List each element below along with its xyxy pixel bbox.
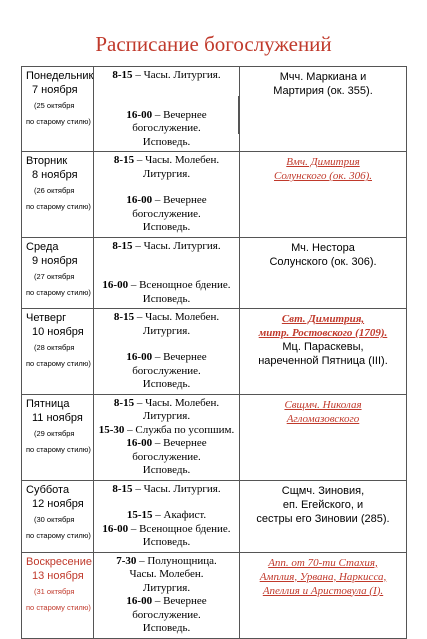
saint-cell: [240, 552, 407, 638]
day-cell: [22, 480, 94, 552]
old-style-note: по старому стилю): [26, 117, 91, 126]
service-text: – Вечернее богослужение.: [132, 351, 207, 377]
service-line: Исповедь.: [142, 464, 191, 476]
service-text: – Вечернее богослужение.: [132, 108, 207, 134]
day-cell: [22, 67, 94, 152]
service-time: 8-15: [113, 154, 135, 166]
service-text: – Часы. Литургия.: [135, 482, 221, 495]
schedule-row: [22, 552, 407, 638]
service-line: [98, 351, 235, 378]
service-time: 15-15: [126, 509, 153, 521]
service-time: 16-00: [126, 194, 153, 206]
saint-line: Амплия, Урвана, Наркисса,: [259, 570, 387, 583]
day-cell: [22, 394, 94, 480]
stray-divider: [238, 96, 239, 134]
day-name: Среда: [26, 240, 59, 253]
service-line: [98, 69, 235, 83]
service-line: [98, 397, 235, 411]
service-line: [98, 154, 235, 168]
saint-line: Апп. от 70-ти Стахия,: [268, 556, 378, 569]
service-time: 8-15: [113, 311, 135, 323]
old-style-note: по старому стилю): [26, 444, 91, 454]
feast-saint-line: митр. Ростовского (1709).: [258, 327, 388, 339]
day-cell: [22, 237, 94, 309]
page-title: Расписание богослужений: [95, 32, 332, 56]
saint-line: еп. Егейского, и: [282, 498, 364, 511]
services-cell: [94, 152, 240, 238]
service-line: [98, 194, 235, 221]
service-line: Литургия.: [142, 410, 191, 422]
service-time: 16-00: [126, 108, 153, 121]
service-line: [98, 555, 235, 569]
day-date: 11 ноября: [32, 411, 83, 424]
saint-line: Мчч. Маркиана и: [279, 71, 367, 83]
old-style-date: (27 октября: [34, 271, 75, 281]
old-style-date: (29 октября: [34, 428, 75, 438]
saint-line: Мч. Нестора: [291, 241, 355, 254]
day-date: 8 ноября: [32, 169, 78, 181]
old-style-date: (28 октября: [34, 343, 75, 352]
service-time: 16-00: [126, 437, 153, 449]
service-line: [98, 509, 235, 523]
day-name: Четверг: [26, 312, 67, 324]
schedule-row: [22, 394, 407, 480]
old-style-date: (31 октября: [34, 586, 75, 596]
day-date: 10 ноября: [32, 326, 84, 338]
service-line: Литургия.: [142, 324, 191, 337]
services-cell: [94, 309, 240, 395]
day-name: Суббота: [26, 483, 70, 496]
service-time: 16-00: [126, 595, 153, 607]
service-line: [98, 109, 235, 136]
old-style-note: по старому стилю): [26, 602, 91, 612]
old-style-note: по старому стилю): [26, 530, 91, 540]
saint-line: Мц. Параскевы,: [282, 341, 364, 353]
schedule-row: [22, 480, 407, 552]
service-text: – Всенощное бдение.: [130, 522, 231, 535]
service-text: – Часы. Литургия.: [135, 239, 221, 252]
day-date: 13 ноября: [32, 569, 84, 582]
service-line: Исповедь.: [142, 536, 191, 548]
service-time: 16-00: [102, 279, 129, 291]
service-text: – Полунощница.: [139, 554, 217, 567]
service-line: [98, 279, 235, 293]
service-line: Исповедь.: [142, 221, 191, 233]
service-text: – Часы. Молебен.: [136, 311, 220, 323]
service-text: – Вечернее богослужение.: [132, 595, 207, 621]
old-style-note: по старому стилю): [26, 202, 91, 211]
saint-cell: [240, 152, 407, 238]
service-line: [98, 595, 235, 622]
service-text: – Вечернее богослужение.: [132, 437, 207, 463]
service-line: [98, 311, 235, 325]
service-time: 16-00: [102, 522, 129, 535]
saint-line: Вмч. Димитрия: [286, 156, 360, 168]
saint-cell: [240, 67, 407, 152]
day-name: Понедельник: [26, 70, 94, 82]
service-line: Исповедь.: [142, 135, 191, 148]
service-line: [98, 483, 235, 497]
schedule-table: [21, 66, 407, 639]
service-text: – Часы. Литургия.: [135, 69, 221, 81]
service-time: 7-30: [116, 554, 137, 567]
service-line: Литургия.: [142, 167, 191, 180]
day-name: Воскресение: [26, 555, 92, 568]
saint-line: Солунского (ок. 306).: [273, 170, 372, 182]
schedule-row: [22, 237, 407, 309]
service-line: [98, 523, 235, 537]
service-time: 8-15: [112, 482, 133, 495]
service-line: [98, 424, 235, 438]
saint-line: Апеллия и Аристовула (I).: [262, 584, 384, 597]
old-style-date: (25 октября: [34, 101, 75, 110]
day-date: 9 ноября: [32, 254, 78, 267]
services-cell: [94, 394, 240, 480]
service-line: Исповедь.: [142, 292, 191, 305]
saint-line: Мартирия (ок. 355).: [273, 85, 373, 97]
old-style-note: по старому стилю): [26, 287, 91, 297]
service-text: – Служба по усопшим.: [127, 423, 235, 436]
services-cell: [94, 552, 240, 638]
saint-cell: [240, 237, 407, 309]
service-time: 8-15: [113, 396, 135, 409]
old-style-note: по старому стилю): [26, 359, 91, 368]
schedule-row: [22, 67, 407, 152]
saint-cell: [240, 480, 407, 552]
service-line: [98, 240, 235, 254]
service-text: – Всенощное бдение.: [130, 279, 231, 291]
services-cell: [94, 67, 240, 152]
day-name: Вторник: [26, 155, 68, 167]
saint-line: Свщмч. Николая: [284, 398, 362, 411]
saint-line: нареченной Пятница (III).: [258, 355, 388, 367]
service-time: 16-00: [126, 351, 153, 363]
saint-line: Агломазовского: [286, 412, 360, 425]
service-line: Исповедь.: [142, 622, 191, 634]
saint-line: Сщмч. Зиновия,: [281, 484, 365, 497]
old-style-date: (30 октября: [34, 514, 75, 524]
service-text: – Часы. Молебен.: [136, 396, 220, 409]
old-style-date: (26 октября: [34, 186, 75, 195]
day-name: Пятница: [26, 397, 70, 410]
saint-line: сестры его Зиновии (285).: [256, 512, 390, 525]
feast-saint-line: Свт. Димитрия,: [281, 313, 365, 325]
service-line: Часы. Молебен.: [129, 568, 204, 580]
schedule-row: [22, 309, 407, 395]
service-line: Литургия.: [142, 581, 191, 594]
services-cell: [94, 480, 240, 552]
day-date: 7 ноября: [32, 84, 78, 96]
service-text: – Акафист.: [155, 509, 207, 521]
services-cell: [94, 237, 240, 309]
schedule-row: [22, 152, 407, 238]
service-text: – Вечернее богослужение.: [132, 194, 207, 220]
service-line: [98, 437, 235, 464]
saint-cell: [240, 394, 407, 480]
saint-cell: [240, 309, 407, 395]
day-cell: [22, 309, 94, 395]
service-time: 8-15: [112, 69, 133, 81]
service-text: – Часы. Молебен.: [136, 154, 220, 166]
service-line: Исповедь.: [142, 378, 191, 390]
saint-line: Солунского (ок. 306).: [269, 255, 377, 268]
day-cell: [22, 552, 94, 638]
day-date: 12 ноября: [32, 497, 84, 510]
service-time: 15-30: [98, 423, 125, 436]
day-cell: [22, 152, 94, 238]
service-time: 8-15: [112, 239, 133, 252]
